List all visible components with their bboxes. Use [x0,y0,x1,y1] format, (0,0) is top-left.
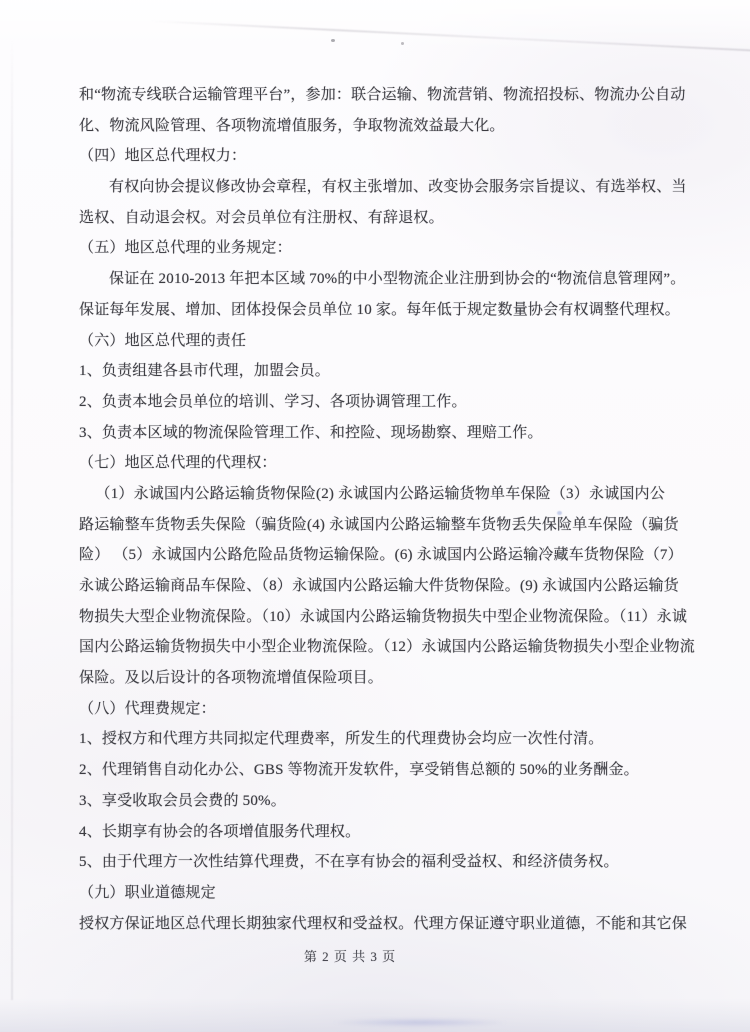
text-line: 保证在 2010-2013 年把本区域 70%的中小型物流企业注册到协会的“物流信息管理网”。 [109,271,686,288]
scan-speck [401,42,404,45]
list-item: 2、代理销售自动化办公、GBS 等物流开发软件，享受销售总额的 50%的业务酬金。 [79,762,639,779]
text-line: 保险。及以后设计的各项物流增值保险项目。 [79,670,384,687]
page-number-footer: 第 2 页 共 3 页 [303,949,397,964]
section-heading: （六）地区总代理的责任 [79,332,247,349]
document-body [79,80,694,939]
text-line: 物损失大型企业物流保险。（10）永诚国内公路运输货物损失中型企业物流保险。（11）永诚 [79,608,688,625]
text-line: 保证每年发展、增加、团体投保会员单位 10 家。每年低于规定数量协会有权调整代理权。 [79,301,680,318]
paper-edge-line [11,40,13,1000]
text-line: 路运输整车货物丢失保险（骗货险(4) 永诚国内公路运输整车货物丢失保险单车保险（骗货 [79,516,679,533]
list-item: 2、负责本地会员单位的培训、学习、各项协调管理工作。 [79,393,467,410]
scan-smudge [330,1018,510,1027]
scan-speck [331,39,335,42]
list-item: 4、长期享有协会的各项增值服务代理权。 [79,823,361,840]
list-item: 1、授权方和代理方共同拟定代理费率，所发生的代理费协会均应一次性付清。 [79,731,604,748]
scan-shadow-bottom [0,998,750,1032]
list-item: 3、享受收取会员会费的 50%。 [79,792,286,809]
list-item: 5、由于代理方一次性结算代理费，不在享有协会的福利受益权、和经济债务权。 [79,854,619,871]
text-line: 授权方保证地区总代理长期独家代理权和受益权。代理方保证遵守职业道德，不能和其它保 [79,915,688,932]
section-heading: （九）职业道德规定 [79,884,216,901]
text-line: 有权向协会提议修改协会章程，有权主张增加、改变协会服务宗旨提议、有选举权、当 [109,179,687,196]
text-line: （1）永诚国内公路运输货物保险(2) 永诚国内公路运输货物单车保险（3）永诚国内公 [95,485,665,502]
section-heading: （五）地区总代理的业务规定： [79,240,292,257]
text-line: 永诚公路运输商品车保险、（8）永诚国内公路运输大件货物保险。(9) 永诚国内公路运输货 [79,578,679,594]
text-line: 和“物流专线联合运输管理平台”，参加：联合运输、物流营销、物流招投标、物流办公自动 [79,87,686,103]
list-item: 3、负责本区域的物流保险管理工作、和控险、现场勘察、理赔工作。 [79,424,543,441]
text-line: 化、物流风险管理、各项物流增值服务，争取物流效益最大化。 [79,117,505,134]
list-item: 1、负责组建各县市代理，加盟会员。 [79,363,330,380]
section-heading: （八）代理费规定： [79,700,216,717]
section-heading: （七）地区总代理的代理权： [79,455,277,472]
text-line: 国内公路运输货物损失中小型企业物流保险。（12）永诚国内公路运输货物损失小型企业物流 [79,639,695,656]
text-line: 险） （5）永诚国内公路危险品货物运输保险。(6) 永诚国内公路运输冷藏车货物保险（7） [79,547,683,564]
text-line: 选权、自动退会权。对会员单位有注册权、有辞退权。 [79,209,444,226]
section-heading: （四）地区总代理权力： [79,148,247,165]
